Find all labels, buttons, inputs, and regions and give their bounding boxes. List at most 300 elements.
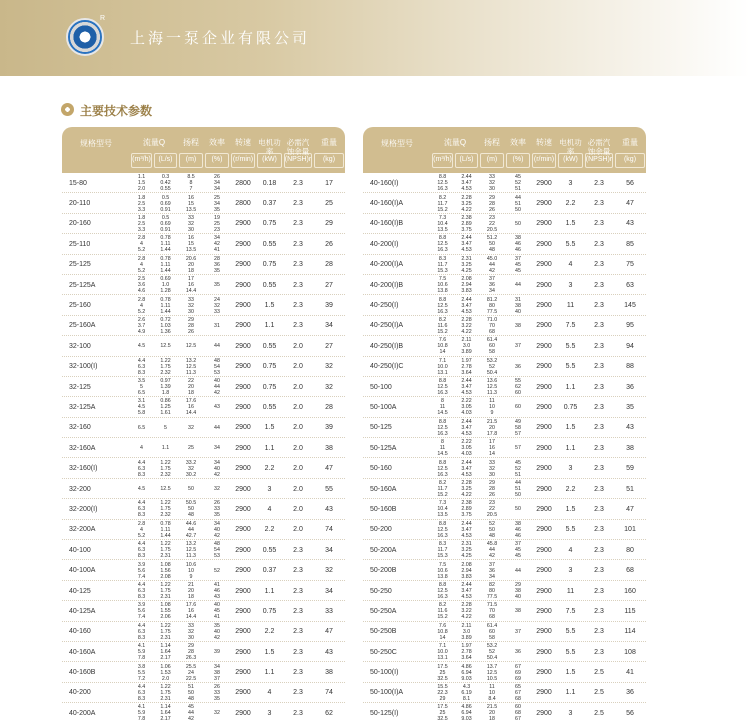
cell-value: 10.6 [437, 567, 448, 574]
cell-speed: 2900 [235, 587, 251, 595]
cell-value: 42 [188, 716, 194, 722]
cell-npsh: 2.3 [594, 567, 604, 575]
cell-value: 4.25 [461, 553, 472, 560]
cell-value: 2.32 [160, 471, 171, 478]
cell-value: 33 [489, 174, 495, 181]
cell-power: 1.1 [264, 587, 275, 595]
cell-value: 8.2 [438, 194, 447, 201]
cell-value: 44 [214, 343, 220, 350]
cell-model: 50-100(I) [370, 669, 399, 677]
cell-e [505, 540, 531, 560]
cell-model: 32-200A [69, 526, 96, 534]
cell-h [479, 214, 505, 234]
cell-value: 10.0 [437, 649, 448, 656]
cell-e [505, 336, 531, 356]
cell-value: 16.3 [437, 308, 448, 315]
header-weight: 重量 [622, 138, 638, 147]
cell-q2 [153, 173, 178, 193]
header-flow-unit-ls: (L/s) [158, 156, 173, 163]
cell-model: 32-100 [69, 342, 91, 350]
cell-value: 0.69 [160, 200, 171, 207]
cell-q1 [130, 581, 153, 601]
cell-value: 23 [489, 500, 495, 507]
cell-q1 [431, 622, 454, 642]
cell-weight: 63 [626, 281, 634, 289]
cell-value: 5.8 [137, 410, 146, 417]
table-row [363, 540, 646, 560]
table-row [62, 642, 345, 662]
cell-power: 1.1 [565, 383, 576, 391]
cell-weight: 32 [325, 363, 333, 371]
cell-weight: 36 [626, 383, 634, 391]
cell-speed: 2900 [536, 322, 552, 330]
cell-value: 0.97 [160, 378, 171, 385]
cell-value: 2.08 [461, 561, 472, 568]
cell-q2 [454, 479, 479, 499]
cell-q2 [454, 540, 479, 560]
cell-h [178, 336, 204, 356]
cell-e [505, 295, 531, 315]
header-model: 规格型号 [381, 139, 413, 148]
cell-value: 18 [188, 390, 194, 397]
cell-value: 8.8 [438, 378, 447, 385]
cell-value: 1.64 [160, 649, 171, 656]
cell-model: 50-125 [370, 424, 392, 432]
cell-value: 0.91 [160, 226, 171, 233]
cell-value: 3.6 [137, 282, 146, 289]
cell-e [204, 316, 230, 336]
cell-value: 17.6 [185, 398, 197, 405]
cell-value: 1.75 [160, 628, 171, 635]
cell-q2 [153, 357, 178, 377]
cell-speed: 2900 [235, 505, 251, 513]
cell-h [178, 438, 204, 458]
cell-model: 40-250(I) [370, 302, 399, 310]
cell-h [178, 560, 204, 580]
cell-speed: 2900 [235, 342, 251, 350]
cell-h [178, 642, 204, 662]
cell-weight: 47 [626, 200, 634, 208]
cell-value: 12.5 [437, 302, 448, 309]
table-row [363, 397, 646, 417]
cell-speed: 2900 [235, 485, 251, 493]
cell-q1 [431, 234, 454, 254]
cell-value: 2.22 [461, 398, 472, 405]
cell-value: 34 [489, 288, 495, 295]
cell-power: 5.5 [565, 342, 576, 350]
table-row [62, 662, 345, 682]
cell-value: 1.14 [160, 643, 171, 650]
table-row [62, 357, 345, 377]
cell-model: 32-200(I) [69, 505, 98, 513]
cell-value: 10 [489, 689, 495, 696]
cell-e [505, 499, 531, 519]
cell-value: 32 [188, 628, 194, 635]
cell-value: 1.22 [160, 683, 171, 690]
cell-weight: 17 [325, 179, 333, 187]
cell-e [204, 540, 230, 560]
cell-value: 13.8 [437, 288, 448, 295]
cell-speed: 2900 [536, 403, 552, 411]
cell-value: 4.3 [462, 683, 471, 690]
cell-value: 28 [489, 200, 495, 207]
cell-e [204, 499, 230, 519]
cell-value: 8.8 [438, 459, 447, 466]
cell-value: 0.78 [160, 296, 171, 303]
cell-speed: 2900 [235, 546, 251, 554]
cell-value: 1.22 [160, 357, 171, 364]
cell-value: 2.44 [461, 378, 472, 385]
cell-value: 62 [515, 384, 521, 391]
cell-value: 1.75 [160, 547, 171, 554]
cell-value: 11 [439, 404, 446, 411]
cell-value: 11.3 [186, 553, 196, 560]
cell-q1 [431, 255, 454, 275]
cell-value: 8 [441, 439, 444, 446]
cell-value: 30 [188, 308, 194, 315]
cell-value: 15.2 [437, 614, 448, 621]
cell-value: 2.08 [160, 573, 171, 580]
cell-value: 2.89 [461, 506, 472, 513]
cell-value: 2.8 [137, 296, 146, 303]
cell-weight: 114 [624, 628, 636, 636]
spec-table-right [363, 127, 646, 722]
cell-model: 20-110 [69, 200, 91, 208]
cell-power: 5.5 [565, 363, 576, 371]
cell-q2 [454, 316, 479, 336]
cell-value: 5 [164, 424, 167, 431]
cell-weight: 26 [325, 240, 333, 248]
table-row [62, 458, 345, 478]
cell-value: 4.53 [461, 471, 472, 478]
cell-e [204, 377, 230, 397]
cell-weight: 47 [325, 628, 333, 636]
cell-value: 8.3 [438, 541, 447, 548]
cell-weight: 59 [626, 465, 634, 473]
cell-speed: 2900 [235, 281, 251, 289]
cell-value: 50 [188, 689, 194, 696]
cell-model: 20-160 [69, 220, 91, 228]
cell-e [505, 193, 531, 213]
cell-npsh: 2.3 [293, 689, 303, 697]
cell-e [204, 336, 230, 356]
cell-q1 [431, 214, 454, 234]
cell-q2 [454, 295, 479, 315]
cell-value: 82 [489, 582, 495, 588]
cell-value: 8.3 [137, 695, 146, 702]
cell-q1 [431, 458, 454, 478]
cell-value: 32.5 [437, 675, 448, 682]
cell-value: 1.44 [160, 532, 171, 539]
cell-model: 40-200(I) [370, 240, 399, 248]
cell-value: 44 [489, 261, 495, 268]
cell-q1 [130, 601, 153, 621]
cell-model: 40-250(I)A [370, 322, 404, 330]
cell-value: 20.5 [486, 226, 498, 233]
cell-value: 36 [515, 649, 521, 656]
cell-value: 1.28 [160, 288, 171, 295]
cell-q2 [454, 234, 479, 254]
cell-value: 4.1 [137, 704, 146, 711]
cell-power: 0.75 [262, 261, 277, 269]
cell-value: 15.2 [437, 206, 448, 213]
cell-value: 0.78 [160, 255, 171, 262]
cell-value: 51 [515, 186, 521, 193]
cell-q2 [454, 581, 479, 601]
bullet-icon [61, 103, 74, 116]
cell-value: 13.5 [185, 247, 197, 254]
cell-value: 25 [439, 669, 446, 676]
cell-value: 42.7 [185, 532, 197, 539]
cell-q2 [153, 683, 178, 703]
cell-value: 13.1 [437, 369, 448, 376]
cell-value: 2.17 [160, 655, 171, 662]
cell-e [505, 622, 531, 642]
cell-npsh: 2.3 [594, 322, 604, 330]
cell-value: 54 [214, 363, 220, 370]
cell-q2 [153, 397, 178, 417]
cell-q1 [130, 173, 153, 193]
cell-weight: 51 [626, 485, 634, 493]
cell-power: 4 [267, 689, 272, 697]
cell-h [178, 520, 204, 540]
table-row [363, 336, 646, 356]
cell-weight: 55 [325, 485, 333, 493]
cell-value: 20.5 [486, 512, 498, 519]
cell-weight: 28 [325, 261, 333, 269]
cell-value: 21 [188, 582, 194, 588]
cell-q1 [431, 560, 454, 580]
cell-q2 [454, 458, 479, 478]
cell-value: 3.25 [461, 200, 472, 207]
section-title: 主要技术参数 [80, 104, 153, 118]
cell-q1 [130, 357, 153, 377]
cell-q1 [130, 662, 153, 682]
table-row [363, 642, 646, 662]
cell-value: 44 [214, 384, 220, 391]
cell-model: 40-125A [69, 607, 96, 615]
cell-speed: 2900 [536, 669, 552, 677]
cell-q2 [454, 601, 479, 621]
cell-value: 8.2 [438, 316, 447, 323]
cell-value: 16.3 [437, 430, 448, 437]
cell-q2 [153, 214, 178, 234]
cell-value: 60 [515, 390, 521, 397]
cell-value: 10.6 [185, 561, 197, 568]
cell-weight: 94 [626, 342, 634, 350]
cell-value: 38 [515, 520, 521, 527]
cell-model: 50-200B [370, 567, 397, 575]
table-row [363, 601, 646, 621]
cell-model: 40-160B [69, 669, 96, 677]
cell-value: 1.61 [160, 410, 171, 417]
cell-value: 32 [188, 465, 194, 472]
cell-value: 50 [515, 206, 521, 213]
cell-value: 16 [489, 445, 495, 452]
cell-value: 3.9 [137, 561, 146, 568]
header-efficiency: 效率 [209, 138, 225, 147]
cell-speed: 2900 [536, 383, 552, 391]
cell-value: 6.3 [137, 363, 146, 370]
cell-value: 17.5 [437, 704, 448, 711]
cell-e [505, 275, 531, 295]
cell-value: 1.1 [137, 174, 146, 181]
cell-value: 55 [515, 378, 521, 385]
cell-weight: 145 [624, 302, 636, 310]
header-head: 扬程 [484, 138, 500, 147]
cell-value: 1.03 [160, 322, 171, 329]
cell-value: 36 [489, 282, 495, 289]
cell-value: 33 [489, 459, 495, 466]
cell-q1 [431, 601, 454, 621]
cell-value: 53 [214, 553, 220, 560]
cell-power: 0.55 [262, 281, 277, 289]
cell-value: 40 [214, 378, 220, 385]
cell-weight: 27 [325, 281, 333, 289]
cell-value: 2.17 [160, 716, 171, 722]
cell-q2 [454, 255, 479, 275]
cell-value: 71.5 [486, 602, 498, 609]
cell-value: 13.2 [185, 541, 197, 548]
cell-h [178, 458, 204, 478]
cell-weight: 41 [626, 669, 634, 677]
cell-value: 9 [490, 410, 494, 417]
cell-value: 4.4 [137, 357, 146, 364]
cell-value: 42 [214, 532, 220, 539]
cell-model: 50-250A [370, 607, 397, 615]
cell-speed: 2900 [536, 587, 552, 595]
cell-q1 [130, 255, 153, 275]
cell-value: 25 [188, 445, 194, 452]
cell-value: 26 [214, 500, 220, 507]
cell-value: 2.44 [461, 459, 472, 466]
cell-value: 35 [214, 282, 220, 289]
cell-q1 [130, 418, 153, 438]
cell-speed: 2900 [536, 648, 552, 656]
cell-e [505, 316, 531, 336]
cell-q2 [153, 458, 178, 478]
cell-value: 1.97 [461, 643, 472, 650]
cell-value: 1.0 [161, 282, 170, 289]
table-row [363, 295, 646, 315]
cell-value: 77.5 [486, 308, 498, 315]
cell-value: 9.03 [461, 675, 472, 682]
cell-value: 1.8 [161, 390, 170, 397]
table-row [363, 499, 646, 519]
cell-value: 3.47 [461, 241, 472, 248]
cell-weight: 43 [325, 505, 333, 513]
cell-value: 1.11 [160, 261, 171, 268]
cell-value: 16.3 [437, 594, 448, 600]
cell-h [479, 540, 505, 560]
table-header [62, 127, 345, 173]
table-row [62, 601, 345, 621]
cell-value: 33 [214, 506, 220, 513]
cell-speed: 2900 [536, 200, 552, 208]
cell-value: 20 [188, 588, 194, 594]
cell-model: 32-160A [69, 444, 96, 452]
cell-speed: 2900 [235, 302, 251, 310]
cell-e [204, 560, 230, 580]
cell-value: 1.5 [137, 180, 146, 187]
cell-value: 51 [515, 486, 521, 493]
cell-q2 [153, 581, 178, 601]
cell-value: 68 [515, 710, 521, 717]
cell-value: 17 [188, 276, 194, 283]
cell-value: 13.5 [437, 512, 448, 519]
cell-e [204, 255, 230, 275]
cell-value: 35 [214, 206, 220, 213]
cell-npsh: 2.0 [293, 505, 303, 513]
cell-value: 14 [439, 634, 446, 641]
cell-value: 2.0 [161, 675, 170, 682]
cell-value: 51 [515, 471, 521, 478]
cell-value: 1.11 [160, 241, 171, 248]
cell-value: 8.3 [137, 634, 146, 641]
cell-npsh: 2.0 [293, 342, 303, 350]
cell-value: 1.22 [160, 622, 171, 629]
cell-power: 0.75 [262, 363, 277, 371]
cell-e [505, 601, 531, 621]
cell-h [479, 234, 505, 254]
cell-power: 3 [568, 281, 573, 289]
cell-value: 10.5 [486, 675, 498, 682]
cell-weight: 47 [325, 465, 333, 473]
cell-value: 10 [188, 567, 194, 574]
table-row [62, 275, 345, 295]
cell-weight: 34 [325, 587, 333, 595]
cell-npsh: 2.3 [594, 485, 604, 493]
cell-h [178, 499, 204, 519]
cell-q2 [153, 622, 178, 642]
cell-value: 3.3 [137, 206, 146, 213]
cell-model: 50-250B [370, 628, 397, 636]
cell-speed: 2900 [235, 648, 251, 656]
cell-value: 81.2 [486, 296, 498, 303]
cell-value: 14 [439, 349, 446, 356]
cell-weight: 108 [624, 648, 636, 656]
cell-value: 34 [489, 573, 495, 580]
cell-weight: 38 [626, 444, 634, 452]
header-flow-unit-ls: (L/s) [459, 156, 474, 163]
cell-q2 [454, 377, 479, 397]
cell-value: 1.22 [160, 541, 171, 548]
cell-value: 3.47 [461, 384, 472, 391]
cell-value: 9.03 [461, 716, 472, 722]
cell-model: 50-100 [370, 383, 392, 391]
cell-e [505, 397, 531, 417]
cell-value: 10.8 [437, 343, 448, 350]
cell-value: 37 [489, 561, 495, 568]
cell-value: 1.75 [160, 689, 171, 696]
cell-value: 1.44 [160, 267, 171, 274]
cell-value: 2.8 [137, 520, 146, 527]
cell-value: 4.22 [461, 206, 472, 213]
cell-value: 4.4 [137, 683, 146, 690]
cell-power: 1.5 [565, 220, 576, 228]
cell-npsh: 2.3 [293, 179, 303, 187]
cell-e [505, 642, 531, 662]
cell-value: 15 [188, 200, 194, 207]
cell-q1 [431, 703, 454, 722]
cell-value: 52 [515, 465, 521, 472]
cell-value: 2.31 [160, 634, 171, 641]
cell-model: 50-250C [370, 648, 397, 656]
cell-e [204, 458, 230, 478]
cell-speed: 2900 [235, 669, 251, 677]
cell-h [479, 377, 505, 397]
cell-value: 37 [515, 255, 521, 262]
